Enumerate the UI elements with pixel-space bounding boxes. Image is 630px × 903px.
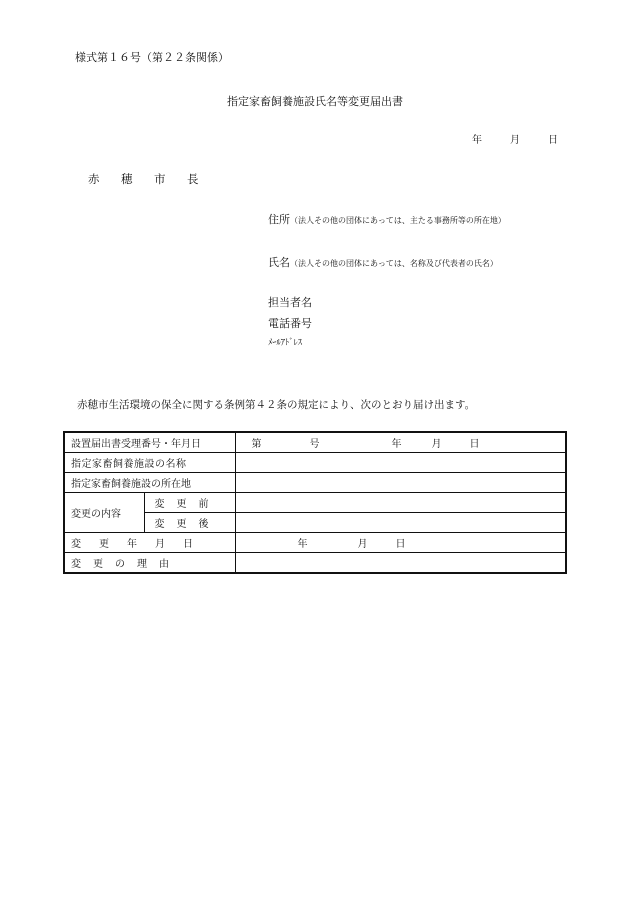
receipt-no-suffix: 号 <box>309 439 320 450</box>
facility-name-label: 指定家畜飼養施設の名称 <box>64 453 235 473</box>
receipt-value <box>235 432 566 453</box>
addressee-char: 穂 <box>121 172 133 186</box>
receipt-month: 月 <box>431 439 442 450</box>
person-in-charge-label: 担当者名 <box>268 296 312 309</box>
submission-date <box>472 131 558 146</box>
label-char: 更 <box>176 499 187 510</box>
change-date-day: 日 <box>395 539 406 550</box>
addressee-char: 市 <box>154 172 166 186</box>
label-char: 日 <box>183 539 193 550</box>
before-value[interactable] <box>235 493 566 513</box>
address-note: （法人その他の団体にあっては、主たる事務所等の所在地） <box>290 216 506 225</box>
document-title: 指定家畜飼養施設氏名等変更届出書 <box>227 95 403 108</box>
addressee <box>88 171 199 187</box>
after-label <box>144 513 235 533</box>
reason-label <box>64 553 235 574</box>
reason-value[interactable] <box>235 553 566 574</box>
table-row <box>64 453 566 473</box>
label-char: 更 <box>176 519 187 530</box>
table-row <box>64 432 566 453</box>
addressee-char: 長 <box>187 172 199 186</box>
label-char: 前 <box>198 499 209 510</box>
label-char: 変 <box>154 519 165 530</box>
change-form-table <box>63 431 567 574</box>
table-row <box>64 533 566 553</box>
label-char: 変 <box>71 539 81 550</box>
form-number: 様式第１６号（第２２条関係） <box>75 51 229 64</box>
change-content-label: 変更の内容 <box>64 493 144 533</box>
facility-location-value[interactable] <box>235 473 566 493</box>
change-date-month: 月 <box>357 539 368 550</box>
facility-name-value[interactable] <box>235 453 566 473</box>
label-char: 更 <box>93 559 103 570</box>
date-day-label: 日 <box>548 135 558 146</box>
table-row <box>64 553 566 574</box>
change-date-label <box>64 533 235 553</box>
after-value[interactable] <box>235 513 566 533</box>
label-char: の <box>115 559 125 570</box>
table-row <box>64 493 566 513</box>
change-date-year: 年 <box>297 539 308 550</box>
phone-label: 電話番号 <box>268 317 312 330</box>
date-month-label: 月 <box>510 135 520 146</box>
email-label: ﾒｰﾙｱﾄﾞﾚｽ <box>268 338 303 348</box>
address-label: 住所 <box>268 213 290 226</box>
receipt-year: 年 <box>391 439 402 450</box>
facility-location-label: 指定家畜飼養施設の所在地 <box>64 473 235 493</box>
name-note: （法人その他の団体にあっては、名称及び代表者の氏名） <box>290 259 498 268</box>
name-label: 氏名 <box>268 256 290 269</box>
address-field <box>268 211 506 227</box>
table-row <box>64 473 566 493</box>
name-field <box>268 254 498 270</box>
label-char: 月 <box>155 539 165 550</box>
intro-text: 赤穂市生活環境の保全に関する条例第４２条の規定により、次のとおり届け出ます。 <box>77 399 476 411</box>
receipt-no-prefix: 第 <box>251 439 262 450</box>
label-char: 変 <box>71 559 81 570</box>
label-char: 年 <box>127 539 137 550</box>
before-label <box>144 493 235 513</box>
label-char: 変 <box>154 499 165 510</box>
receipt-label: 設置届出書受理番号・年月日 <box>64 432 235 453</box>
addressee-char: 赤 <box>88 172 100 186</box>
label-char: 由 <box>159 559 169 570</box>
date-year-label: 年 <box>472 135 482 146</box>
receipt-day: 日 <box>469 439 480 450</box>
label-char: 後 <box>198 519 209 530</box>
change-date-value[interactable] <box>235 533 566 553</box>
label-char: 更 <box>99 539 109 550</box>
label-char: 理 <box>137 559 147 570</box>
